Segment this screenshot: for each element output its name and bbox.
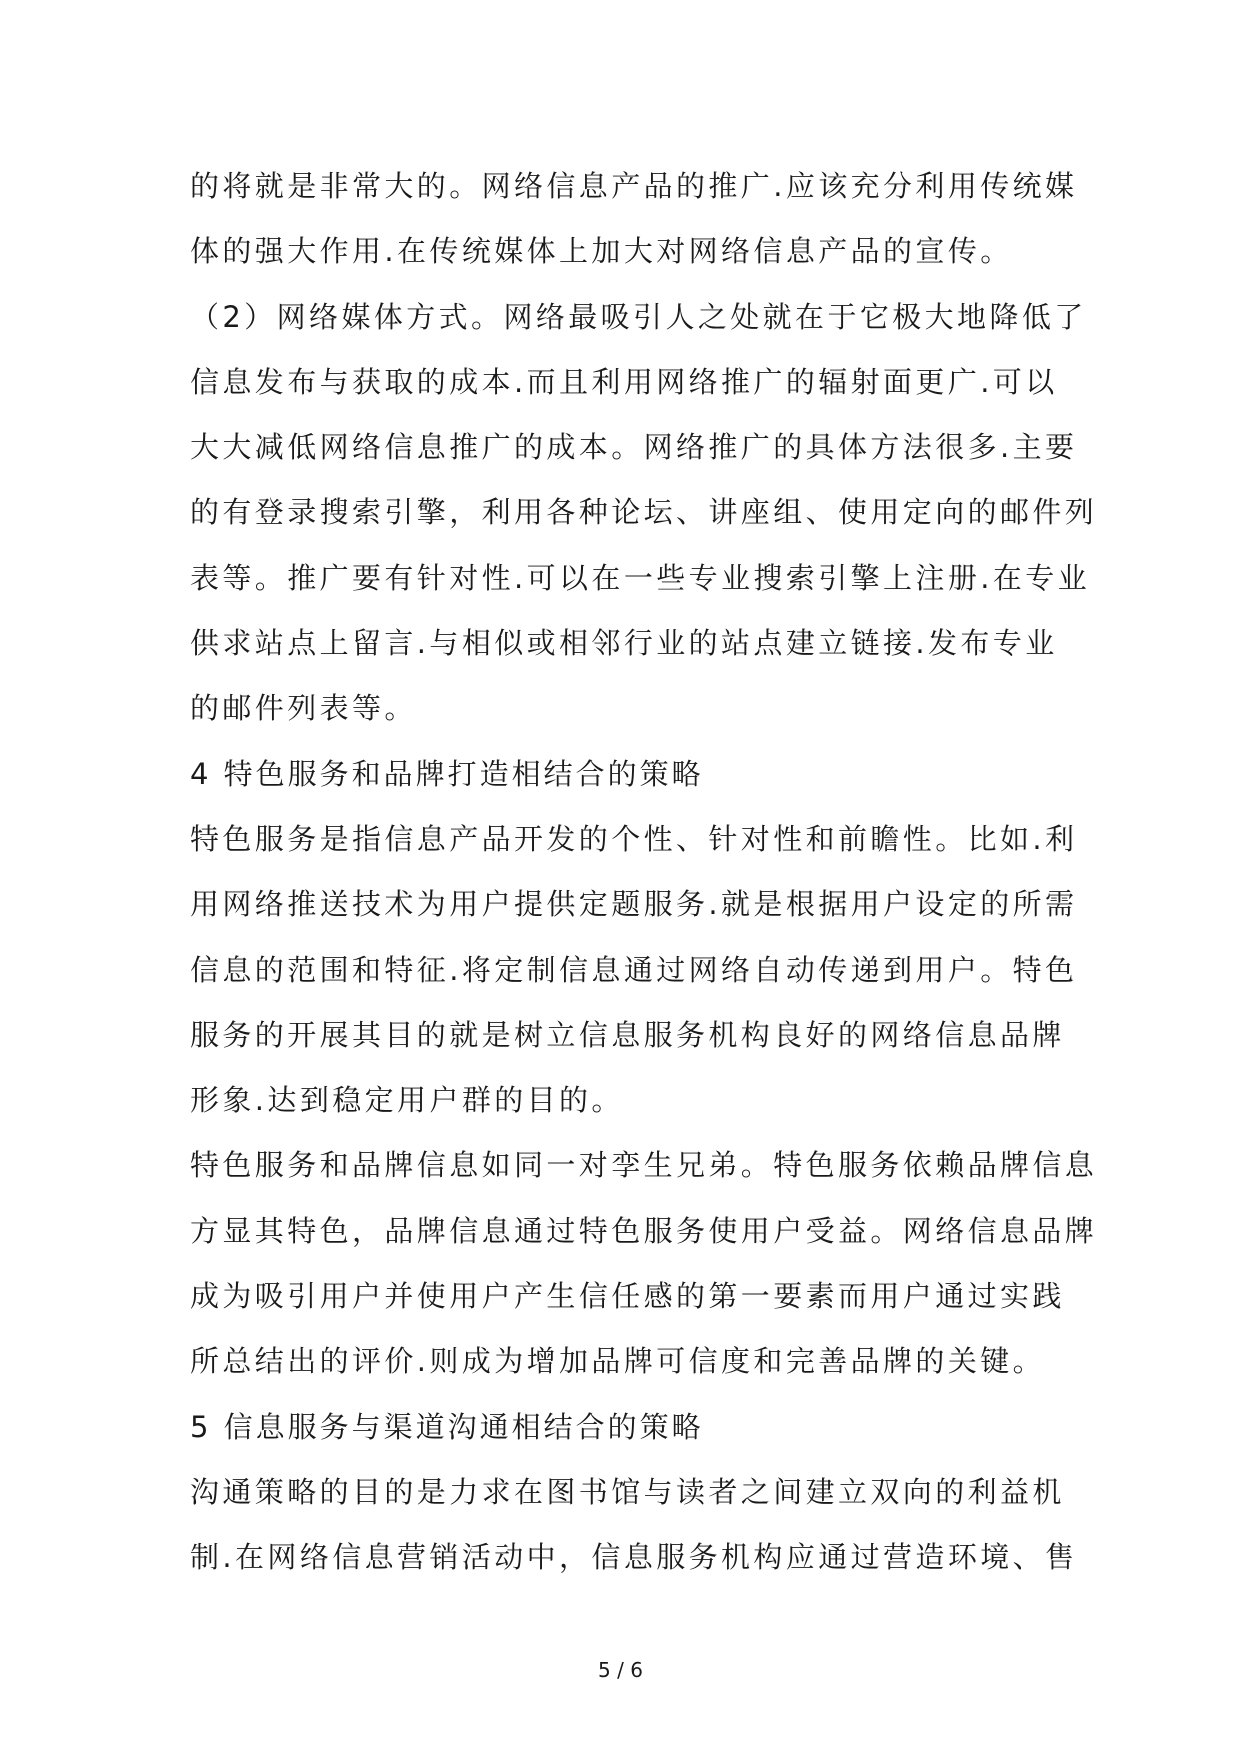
text-line: 大大减低网络信息推广的成本。网络推广的具体方法很多.主要	[190, 430, 1078, 465]
text-line: （2）网络媒体方式。网络最吸引人之处就在于它极大地降低了	[190, 299, 1087, 334]
text-line: 体的强大作用.在传统媒体上加大对网络信息产品的宣传。	[190, 234, 1013, 269]
text-line: 的将就是非常大的。网络信息产品的推广.应该充分利用传统媒	[190, 169, 1078, 203]
section-heading-5: 5 信息服务与渠道沟通相结合的策略	[190, 1409, 704, 1444]
text-line: 信息的范围和特征.将定制信息通过网络自动传递到用户。特色	[190, 952, 1078, 987]
text-line: 的有登录搜索引擎，利用各种论坛、讲座组、使用定向的邮件列	[190, 495, 1098, 530]
text-line: 成为吸引用户并使用户产生信任感的第一要素而用户通过实践	[190, 1279, 1065, 1314]
page-number: 5 / 6	[598, 1658, 643, 1682]
text-line: 沟通策略的目的是力求在图书馆与读者之间建立双向的利益机	[190, 1474, 1065, 1509]
text-line: 制.在网络信息营销活动中，信息服务机构应通过营造环境、售	[190, 1540, 1078, 1575]
text-line: 表等。推广要有针对性.可以在一些专业搜索引擎上注册.在专业	[190, 560, 1091, 595]
text-line: 形象.达到稳定用户群的目的。	[190, 1083, 624, 1118]
text-line: 供求站点上留言.与相似或相邻行业的站点建立链接.发布专业	[190, 626, 1058, 661]
text-line: 特色服务和品牌信息如同一对孪生兄弟。特色服务依赖品牌信息	[190, 1148, 1098, 1183]
text-line: 服务的开展其目的就是树立信息服务机构良好的网络信息品牌	[190, 1017, 1065, 1052]
text-line: 用网络推送技术为用户提供定题服务.就是根据用户设定的所需	[190, 887, 1078, 922]
text-line: 方显其特色，品牌信息通过特色服务使用户受益。网络信息品牌	[190, 1213, 1098, 1248]
text-line: 信息发布与获取的成本.而且利用网络推广的辐射面更广.可以	[190, 364, 1058, 399]
text-line: 所总结出的评价.则成为增加品牌可信度和完善品牌的关键。	[190, 1344, 1046, 1379]
text-line: 的邮件列表等。	[190, 691, 417, 726]
section-heading-4: 4 特色服务和品牌打造相结合的策略	[190, 756, 704, 791]
text-line: 特色服务是指信息产品开发的个性、针对性和前瞻性。比如.利	[190, 821, 1078, 856]
body-text	[190, 154, 1098, 1591]
